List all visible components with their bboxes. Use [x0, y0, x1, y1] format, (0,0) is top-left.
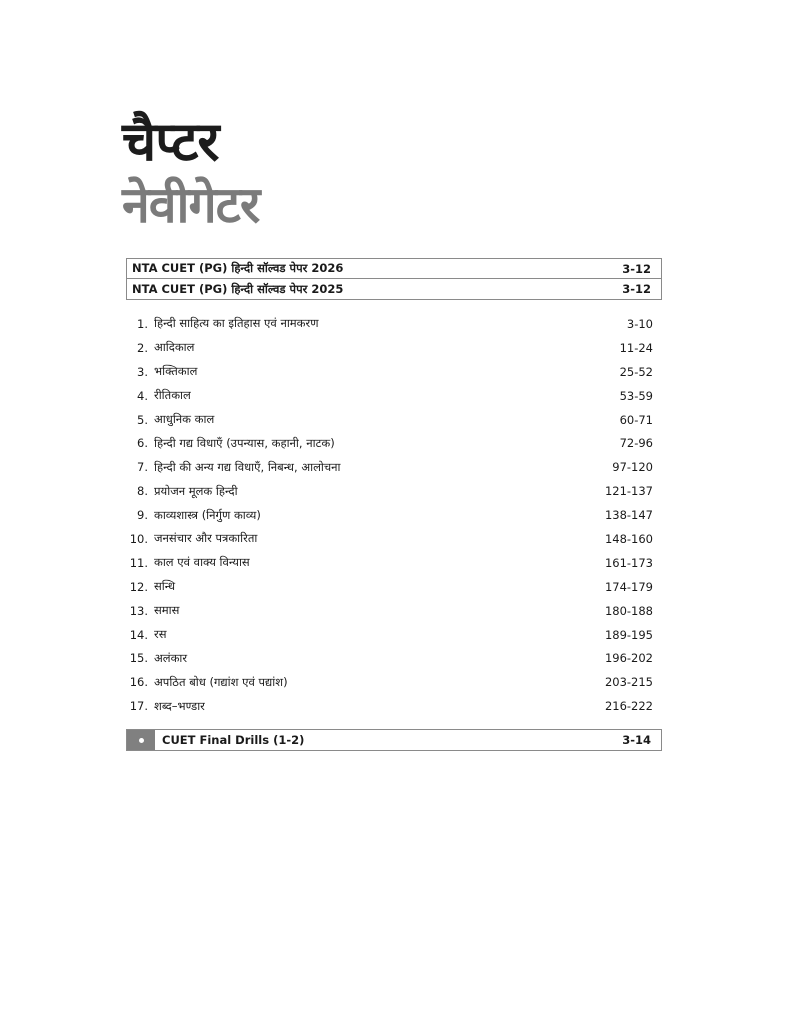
chapter-number: 2. [137, 340, 148, 355]
chapter-row[interactable] [126, 384, 662, 408]
chapter-row[interactable] [126, 336, 662, 360]
drills-pages: 3-14 [622, 733, 651, 747]
chapter-pages: 161-173 [604, 555, 653, 570]
chapter-pages: 11-24 [619, 340, 653, 355]
chapter-title: काव्यशास्त्र (निर्गुण काव्य) [154, 507, 261, 522]
chapter-number: 15. [129, 651, 148, 666]
chapter-number: 16. [129, 675, 148, 690]
chapter-pages: 180-188 [604, 603, 653, 618]
chapter-row[interactable] [126, 575, 662, 599]
chapter-title: जनसंचार और पत्रकारिता [154, 531, 258, 546]
chapter-number: 1. [137, 316, 148, 331]
chapter-number: 12. [129, 579, 148, 594]
chapter-list [126, 312, 662, 718]
chapter-pages: 203-215 [604, 675, 653, 690]
chapter-title: सन्धि [154, 579, 176, 594]
chapter-pages: 25-52 [619, 364, 653, 379]
chapter-title: अलंकार [154, 650, 188, 665]
chapter-row[interactable] [126, 527, 662, 551]
chapter-number: 5. [137, 412, 148, 427]
chapter-row[interactable] [126, 408, 662, 432]
bullet-icon [139, 738, 144, 743]
chapter-pages: 174-179 [604, 579, 653, 594]
chapter-row[interactable] [126, 503, 662, 527]
navigator-heading: नेवीगेटर [122, 176, 260, 234]
chapter-row[interactable] [126, 479, 662, 503]
chapter-title: आदिकाल [154, 340, 195, 355]
paper-label: NTA CUET (PG) हिन्दी सॉल्वड पेपर 2025 [132, 281, 344, 296]
chapter-row[interactable] [126, 455, 662, 479]
chapter-pages: 189-195 [604, 627, 653, 642]
paper-pages: 3-12 [622, 282, 651, 296]
chapter-title: काल एवं वाक्य विन्यास [154, 555, 250, 570]
chapter-pages: 97-120 [612, 460, 653, 475]
paper-pages: 3-12 [622, 261, 651, 276]
chapter-pages: 53-59 [619, 388, 653, 403]
chapter-title: हिन्दी साहित्य का इतिहास एवं नामकरण [154, 316, 319, 331]
chapter-heading: चैप्टर [122, 110, 219, 173]
chapter-row[interactable] [126, 646, 662, 670]
chapter-row[interactable] [126, 670, 662, 694]
chapter-title: प्रयोजन मूलक हिन्दी [154, 483, 238, 498]
chapter-pages: 121-137 [604, 484, 653, 499]
chapter-row[interactable] [126, 431, 662, 455]
chapter-pages: 138-147 [604, 508, 653, 523]
chapter-row[interactable] [126, 312, 662, 336]
chapter-number: 7. [137, 460, 148, 475]
chapter-pages: 60-71 [619, 412, 653, 427]
paper-2025-row[interactable] [126, 279, 662, 300]
chapter-number: 17. [129, 699, 148, 714]
chapter-title: भक्तिकाल [154, 364, 198, 379]
chapter-title: हिन्दी गद्य विधाएँ (उपन्यास, कहानी, नाटक) [154, 435, 335, 450]
chapter-row[interactable] [126, 551, 662, 575]
chapter-row[interactable] [126, 360, 662, 384]
chapter-pages: 196-202 [604, 651, 653, 666]
bullet-box [127, 730, 155, 750]
chapter-title: रीतिकाल [154, 388, 191, 403]
chapter-number: 4. [137, 388, 148, 403]
chapter-number: 13. [129, 603, 148, 618]
drills-label: CUET Final Drills (1-2) [162, 733, 305, 747]
paper-label: NTA CUET (PG) हिन्दी सॉल्वड पेपर 2026 [132, 261, 344, 275]
chapter-pages: 148-160 [604, 531, 653, 546]
paper-2026-row[interactable] [126, 258, 662, 279]
chapter-number: 6. [137, 436, 148, 451]
chapter-title: अपठित बोध (गद्यांश एवं पद्यांश) [154, 674, 288, 689]
chapter-row[interactable] [126, 599, 662, 623]
chapter-row[interactable] [126, 623, 662, 647]
chapter-title: आधुनिक काल [154, 412, 215, 426]
chapter-number: 8. [137, 484, 148, 499]
chapter-pages: 72-96 [619, 436, 653, 451]
chapter-title: समास [154, 603, 180, 618]
chapter-number: 3. [137, 364, 148, 379]
chapter-number: 10. [129, 531, 148, 546]
chapter-title: शब्द–भण्डार [154, 698, 205, 713]
chapter-number: 11. [129, 555, 148, 570]
chapter-pages: 3-10 [626, 316, 653, 331]
chapter-number: 9. [137, 508, 148, 523]
chapter-pages: 216-222 [604, 699, 653, 714]
chapter-number: 14. [129, 627, 148, 642]
final-drills-row[interactable] [126, 729, 662, 751]
chapter-title: रस [154, 627, 167, 642]
chapter-title: हिन्दी की अन्य गद्य विधाएँ, निबन्ध, आलोचना [154, 459, 341, 474]
chapter-row[interactable] [126, 694, 662, 718]
